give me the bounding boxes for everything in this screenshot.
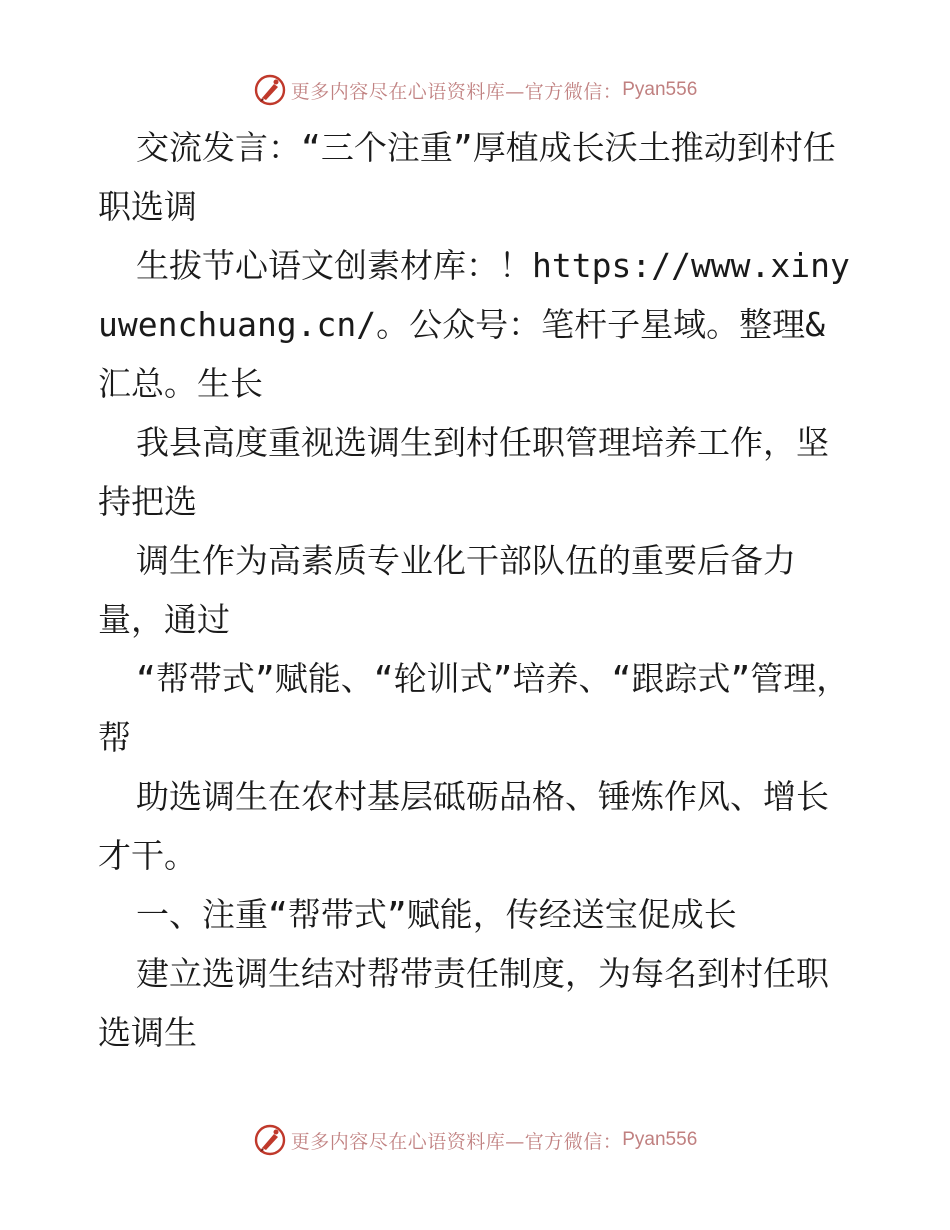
- paragraph: 调生作为高素质专业化干部队伍的重要后备力量，通过: [98, 541, 796, 639]
- watermark-wechat-id: Pyan556: [622, 79, 698, 100]
- document-body: [98, 118, 853, 1062]
- paragraph: 建立选调生结对帮带责任制度，为每名到村任职选调生: [98, 954, 829, 1052]
- paragraph: “帮带式”赋能、“轮训式”培养、“跟踪式”管理，帮: [98, 659, 850, 757]
- pen-logo-icon: [253, 1123, 287, 1157]
- watermark-wechat-id: Pyan556: [622, 1129, 698, 1150]
- pen-logo-icon: [253, 73, 287, 107]
- paragraph: 我县高度重视选调生到村任职管理培养工作，坚持把选: [98, 423, 829, 521]
- watermark-text: 更多内容尽在心语资料库—官方微信：: [290, 1130, 623, 1153]
- paragraph: 助选调生在农村基层砥砺品格、锤炼作风、增长才干。: [98, 777, 829, 875]
- paragraph: 交流发言：“三个注重”厚植成长沃土推动到村任职选调: [98, 128, 836, 226]
- footer-watermark: [0, 1120, 950, 1160]
- watermark-text: 更多内容尽在心语资料库—官方微信：: [290, 80, 623, 103]
- section-heading: 一、注重“帮带式”赋能，传经送宝促成长: [136, 895, 737, 934]
- paragraph: 生拔节心语文创素材库：！https://www.xinyuwenchuang.cn/。公众号：笔杆子星域。整理&汇总。生长: [98, 246, 850, 403]
- header-watermark: [0, 70, 950, 110]
